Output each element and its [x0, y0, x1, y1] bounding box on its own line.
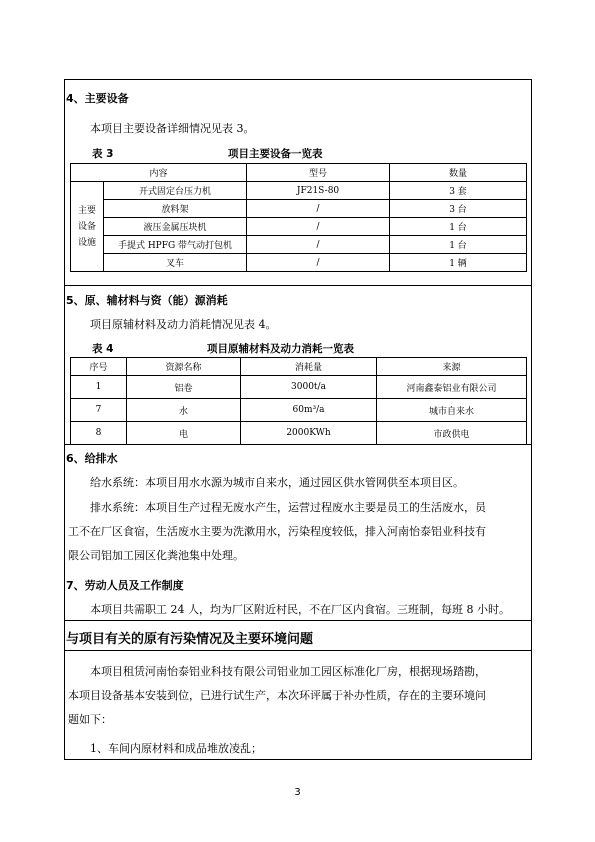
table-header-row — [71, 358, 527, 376]
table-header-row — [71, 164, 527, 182]
group-label-cell: 主要 设备 设施 — [71, 182, 104, 272]
section-5-intro: 项目原辅材料及动力消耗情况见表 4。 — [90, 318, 277, 331]
section-divider — [64, 444, 532, 445]
table-3-number: 表 3 — [92, 148, 114, 160]
material-name-cell: 电 — [127, 422, 241, 445]
drainage-text-line: 限公司铝加工园区化粪池集中处理。 — [68, 549, 244, 562]
pollution-text-line: 本项目租赁河南怡泰铝业科技有限公司铝业加工园区标准化厂房，根据现场踏勘， — [90, 665, 486, 678]
table-row — [71, 236, 527, 254]
header-cell: 消耗量 — [241, 358, 377, 376]
equipment-qty-cell: 1 辆 — [390, 254, 527, 272]
equipment-name-cell: 放料架 — [104, 200, 247, 218]
equipment-name-cell: 开式固定台压力机 — [104, 182, 247, 200]
table-row — [71, 399, 527, 422]
table-row — [71, 254, 527, 272]
header-cell: 来源 — [377, 358, 527, 376]
section-7-heading: 7、劳动人员及工作制度 — [66, 579, 184, 592]
pollution-text-line: 题如下： — [68, 713, 112, 726]
material-source-cell: 城市自来水 — [377, 399, 527, 422]
header-cell: 型号 — [247, 164, 390, 182]
material-no-cell: 8 — [71, 422, 127, 445]
water-supply-text: 给水系统：本项目用水水源为城市自来水，通过园区供水管网供至本项目区。 — [90, 476, 464, 489]
section-4-intro: 本项目主要设备详细情况见表 3。 — [90, 122, 255, 135]
equipment-qty-cell: 3 台 — [390, 200, 527, 218]
header-cell: 内容 — [71, 164, 247, 182]
equipment-name-cell: 叉车 — [104, 254, 247, 272]
equipment-model-cell: / — [247, 200, 390, 218]
table-4-title: 项目原辅材料及动力消耗一览表 — [207, 343, 354, 355]
header-cell: 数量 — [390, 164, 527, 182]
equipment-qty-cell: 1 台 — [390, 236, 527, 254]
table-3-title: 项目主要设备一览表 — [228, 148, 323, 160]
material-amount-cell: 3000t/a — [241, 376, 377, 399]
equipment-table — [70, 163, 527, 272]
issue-list-item: 1、车间内原材料和成品堆放凌乱； — [90, 742, 262, 755]
pollution-section-title: 与项目有关的原有污染情况及主要环境问题 — [66, 632, 314, 647]
section-5-heading: 5、原、辅材料与资（能）源消耗 — [66, 294, 228, 307]
equipment-model-cell: / — [247, 236, 390, 254]
section-divider — [64, 620, 532, 621]
staffing-text: 本项目共需职工 24 人，均为厂区附近村民，不在厂区内食宿。三班制，每班 8 小时。 — [90, 603, 510, 616]
equipment-qty-cell: 3 套 — [390, 182, 527, 200]
material-amount-cell: 60m³/a — [241, 399, 377, 422]
materials-table — [70, 357, 527, 445]
section-divider — [64, 650, 532, 651]
section-6-heading: 6、给排水 — [66, 452, 118, 465]
equipment-model-cell: / — [247, 254, 390, 272]
table-row — [71, 218, 527, 236]
material-no-cell: 7 — [71, 399, 127, 422]
section-divider — [64, 285, 532, 286]
page-number: 3 — [294, 787, 301, 798]
material-name-cell: 水 — [127, 399, 241, 422]
equipment-qty-cell: 1 台 — [390, 218, 527, 236]
table-row — [71, 200, 527, 218]
table-row — [71, 182, 527, 200]
material-source-cell: 河南鑫泰铝业有限公司 — [377, 376, 527, 399]
header-cell: 序号 — [71, 358, 127, 376]
equipment-model-cell: / — [247, 218, 390, 236]
material-amount-cell: 2000KWh — [241, 422, 377, 445]
material-no-cell: 1 — [71, 376, 127, 399]
pollution-text-line: 本项目设备基本安装到位，已进行试生产，本次环评属于补办性质，存在的主要环境问 — [68, 689, 486, 702]
section-4-heading: 4、主要设备 — [66, 92, 129, 105]
drainage-text-line: 工不在厂区食宿，生活废水主要为洗漱用水，污染程度较低，排入河南怡泰铝业科技有 — [68, 525, 486, 538]
table-row — [71, 422, 527, 445]
equipment-model-cell: JF21S-80 — [247, 182, 390, 200]
equipment-name-cell: 液压金属压块机 — [104, 218, 247, 236]
header-cell: 资源名称 — [127, 358, 241, 376]
table-4-number: 表 4 — [92, 343, 114, 355]
material-name-cell: 铝卷 — [127, 376, 241, 399]
equipment-name-cell: 手提式 HPFG 带气动打包机 — [104, 236, 247, 254]
material-source-cell: 市政供电 — [377, 422, 527, 445]
drainage-text-line: 排水系统：本项目生产过程无废水产生，运营过程废水主要是员工的生活废水，员 — [90, 501, 486, 514]
table-row — [71, 376, 527, 399]
